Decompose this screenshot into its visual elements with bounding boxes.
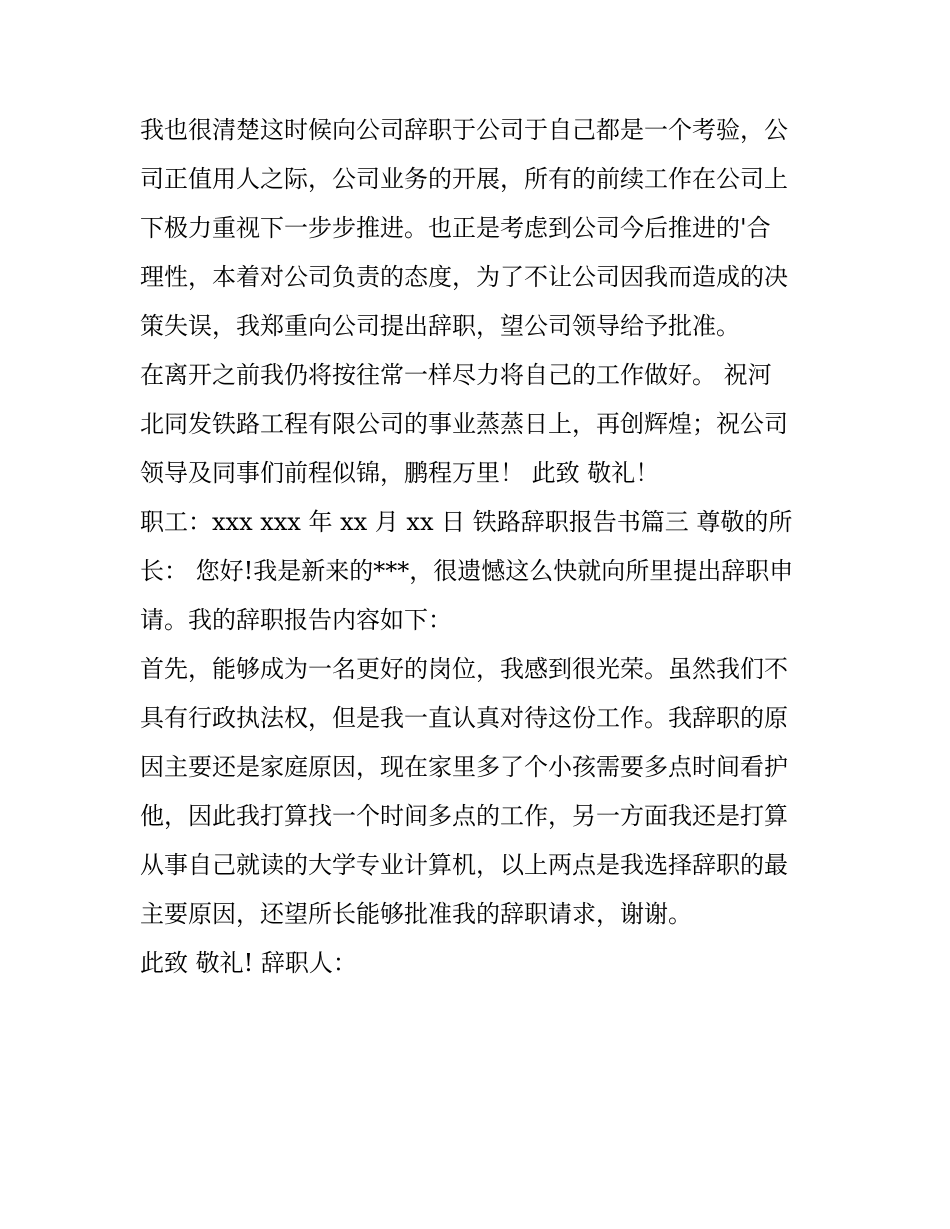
text-line-13: 具有行政执法权，但是我一直认真对待这份工作。我辞职的原 <box>140 704 788 732</box>
text-line-4: 理性，本着对公司负责的态度，为了不让公司因我而造成的决 <box>140 263 788 291</box>
text-line-2: 司正值用人之际，公司业务的开展，所有的前续工作在公司上 <box>140 165 788 193</box>
text-line-14: 因主要还是家庭原因，现在家里多了个小孩需要多点时间看护 <box>140 753 788 781</box>
text-line-9: 职工：xxx xxx 年 xx 月 xx 日 铁路辞职报告书篇三 尊敬的所 <box>140 508 793 536</box>
text-line-5: 策失误，我郑重向公司提出辞职，望公司领导给予批准。 <box>140 312 740 340</box>
text-line-15: 他，因此我打算找一个时间多点的工作，另一方面我还是打算 <box>140 802 788 830</box>
text-line-10: 长： 您好!我是新来的***，很遗憾这么快就向所里提出辞职申 <box>140 557 794 585</box>
text-line-11: 请。我的辞职报告内容如下： <box>140 606 452 634</box>
text-line-1: 我也很清楚这时候向公司辞职于公司于自己都是一个考验，公 <box>140 116 788 144</box>
text-line-18: 此致 敬礼! 辞职人： <box>140 949 357 977</box>
text-line-8: 领导及同事们前程似锦，鹏程万里！ 此致 敬礼！ <box>140 459 660 487</box>
document-body <box>140 106 812 988</box>
text-line-12: 首先，能够成为一名更好的岗位，我感到很光荣。虽然我们不 <box>140 655 788 683</box>
text-line-6: 在离开之前我仍将按往常一样尽力将自己的工作做好。 祝河 <box>140 361 772 389</box>
text-line-17: 主要原因，还望所长能够批准我的辞职请求，谢谢。 <box>140 900 692 928</box>
text-line-7: 北同发铁路工程有限公司的事业蒸蒸日上，再创辉煌；祝公司 <box>140 410 788 438</box>
text-line-3: 下极力重视下一步步推进。也正是考虑到公司今后推进的'合 <box>140 214 771 242</box>
text-line-16: 从事自己就读的大学专业计算机，以上两点是我选择辞职的最 <box>140 851 788 879</box>
